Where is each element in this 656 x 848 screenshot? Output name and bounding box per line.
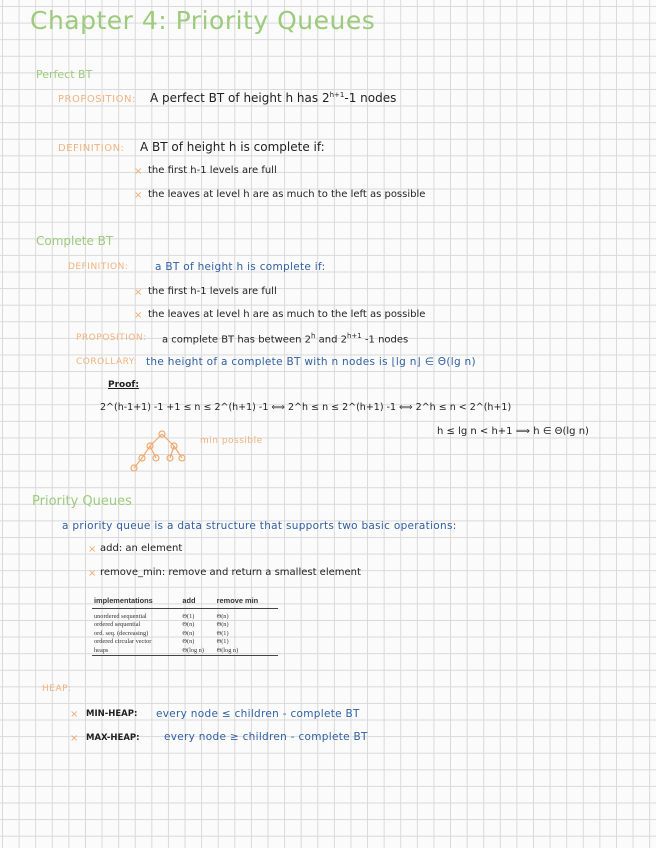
priority-queue-intro: a priority queue is a data structure that supports two basic operations:: [62, 520, 457, 532]
min-heap-label: MIN-HEAP:: [86, 709, 138, 719]
definition-text: A BT of height h is complete if:: [140, 140, 325, 154]
table-header: implementations: [92, 596, 180, 609]
definition-text: a BT of height h is complete if:: [155, 261, 326, 273]
section-heading-priority-queues: Priority Queues: [32, 494, 132, 509]
definition-label: DEFINITION:: [68, 262, 129, 272]
section-heading-complete-bt: Complete BT: [36, 234, 114, 248]
table-cell: Θ(log n): [180, 647, 214, 656]
table-cell: unordered sequential: [94, 613, 147, 620]
list-item: the first h-1 levels are full: [148, 286, 277, 297]
corollary-label: COROLLARY:: [76, 357, 138, 367]
proposition-label: PROPOSITION:: [76, 333, 147, 343]
proposition-exponent: h+1: [329, 91, 345, 99]
list-item: add: an element: [100, 543, 183, 554]
table-cell: Θ(n): [216, 613, 229, 620]
page-title: Chapter 4: Priority Queues: [30, 6, 376, 35]
bullet-icon: ×: [88, 568, 97, 579]
table-cell: Θ(n): [216, 621, 229, 629]
proposition-exponent: h: [310, 332, 316, 340]
heap-heading: HEAP:: [42, 684, 72, 694]
tree-caption: min possible: [200, 436, 263, 446]
proof-label: Proof:: [108, 380, 139, 390]
list-item: remove_min: remove and return a smallest element: [100, 567, 361, 578]
min-heap-text: every node ≤ children - complete BT: [156, 708, 360, 720]
table-cell: Θ(1): [216, 629, 229, 637]
corollary-text: the height of a complete BT with n nodes is ⌊lg n⌋ ∈ Θ(lg n): [146, 356, 476, 368]
bullet-icon: ×: [134, 287, 143, 298]
list-item: the leaves at level h are as much to the left as possible: [148, 189, 426, 200]
table-row: [92, 621, 278, 629]
list-item: the leaves at level h are as much to the left as possible: [148, 309, 426, 320]
table-cell: Θ(n): [182, 638, 195, 646]
bullet-icon: ×: [88, 544, 97, 555]
table-cell: heaps: [92, 647, 180, 656]
table-row: [92, 609, 278, 622]
definition-label: DEFINITION:: [58, 143, 125, 154]
table-cell: ord. seq. (decreasing): [94, 629, 149, 637]
implementations-table: [92, 596, 278, 656]
proposition-mid: and 2: [318, 334, 347, 346]
proposition-exponent: h+1: [346, 332, 362, 340]
table-row: [92, 630, 278, 638]
proposition-tail: -1 nodes: [364, 334, 409, 346]
bullet-icon: ×: [70, 709, 79, 720]
max-heap-label: MAX-HEAP:: [86, 733, 140, 743]
tree-sketch-icon: [126, 428, 194, 474]
table-header: remove min: [215, 596, 278, 609]
table-cell: Θ(1): [216, 638, 229, 646]
table-cell: Θ(log n): [215, 647, 278, 656]
proof-line-2: h ≤ lg n < h+1 ⟹ h ∈ Θ(lg n): [437, 426, 589, 437]
proposition-text: [162, 332, 408, 345]
table-cell: ordered sequential: [94, 621, 141, 629]
bullet-icon: ×: [134, 310, 143, 321]
proposition-label: PROPOSITION:: [58, 94, 136, 105]
max-heap-text: every node ≥ children - complete BT: [164, 731, 368, 743]
bullet-icon: ×: [134, 166, 143, 177]
table-cell: Θ(n): [182, 621, 195, 629]
bullet-icon: ×: [134, 190, 143, 201]
list-item: the first h-1 levels are full: [148, 165, 277, 176]
proposition-main: a complete BT has between 2: [162, 334, 311, 346]
table-cell: Θ(n): [182, 629, 195, 637]
section-heading-perfect-bt: Perfect BT: [36, 68, 93, 81]
table-cell: Θ(1): [182, 613, 195, 620]
table-header: add: [180, 596, 214, 609]
table-row: [92, 647, 278, 656]
table-row: [92, 638, 278, 646]
proposition-text: [150, 91, 396, 105]
proposition-tail: -1 nodes: [344, 91, 397, 105]
proposition-main: A perfect BT of height h has 2: [150, 91, 330, 105]
proof-line-1: 2^(h-1+1) -1 +1 ≤ n ≤ 2^(h+1) -1 ⟺ 2^h ≤ n ≤ 2^(h+1) -1 ⟺ 2^h ≤ n < 2^(h+1): [100, 402, 512, 413]
table-cell: ordered circular vector: [94, 638, 152, 646]
bullet-icon: ×: [70, 733, 79, 744]
